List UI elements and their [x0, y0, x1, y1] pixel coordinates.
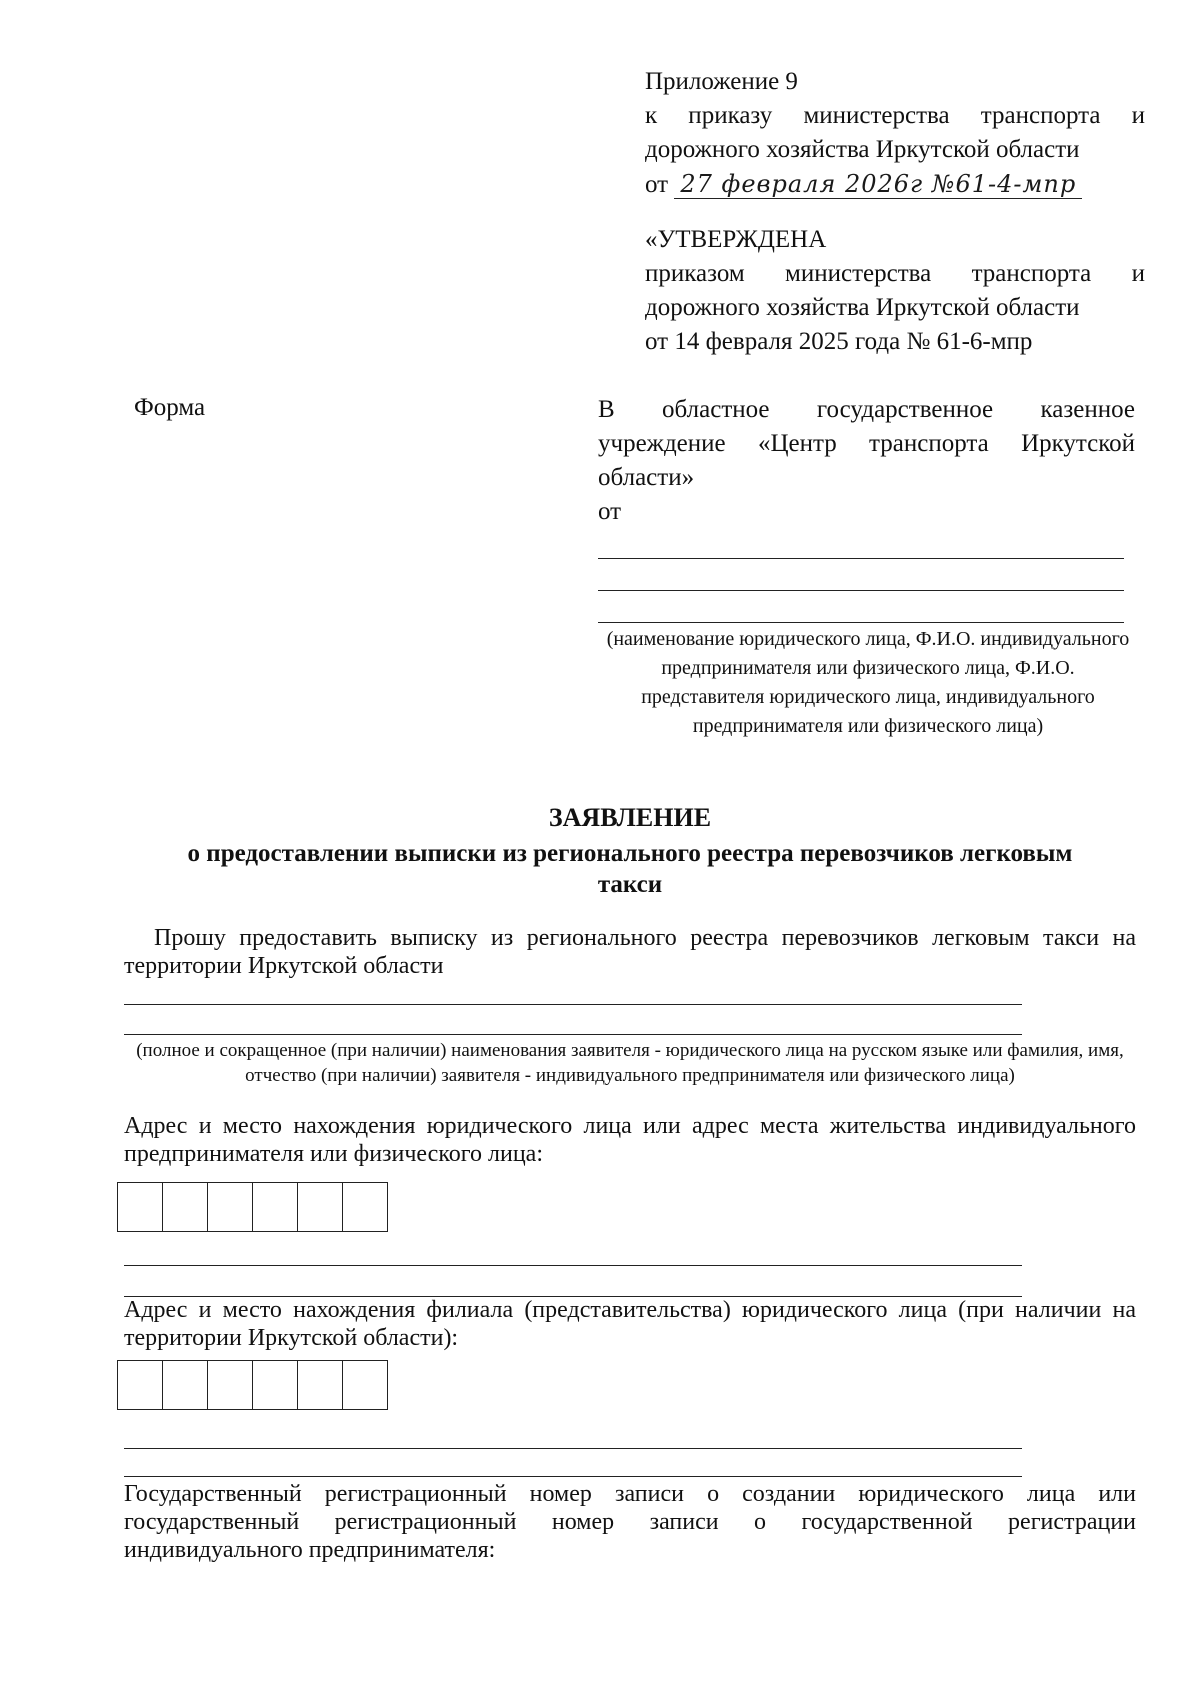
applicant-field-line-1[interactable]: [598, 558, 1124, 559]
applicant-name-hint: (полное и сокращенное (при наличии) наименования заявителя - юридического лица на русском языке или фамилия, имя, отчество (при наличии) заявителя - индивидуального предпринимателя или физического лица): [136, 1040, 1124, 1086]
appendix-number: Приложение 9: [645, 68, 798, 95]
postcode-digit-box[interactable]: [118, 1361, 163, 1409]
postcode-digit-box[interactable]: [343, 1361, 387, 1409]
branch-field-line-1[interactable]: [124, 1448, 1022, 1449]
address-label-line-1: Адрес и место нахождения юридического лица или адрес места жительства индивидуального: [124, 1113, 1136, 1139]
addressee-from-label: от: [598, 498, 622, 525]
postcode-digit-box[interactable]: [298, 1361, 343, 1409]
postcode-digit-box[interactable]: [253, 1361, 298, 1409]
appendix-order-line: к приказу министерства транспорта и: [645, 102, 1145, 129]
branch-label-line-2: территории Иркутской области):: [124, 1325, 459, 1351]
postcode-digit-box[interactable]: [163, 1183, 208, 1231]
postcode-digit-box[interactable]: [343, 1183, 387, 1231]
address-field-line-1[interactable]: [124, 1265, 1022, 1266]
address-postcode-boxes[interactable]: [117, 1182, 388, 1232]
approved-ministry-line: дорожного хозяйства Иркутской области: [645, 294, 1080, 321]
approved-heading: «УТВЕРЖДЕНА: [645, 226, 827, 253]
reg-number-label-line-3: индивидуального предпринимателя:: [124, 1537, 496, 1563]
applicant-name-line-1[interactable]: [124, 1004, 1022, 1005]
appendix-from-label: от: [645, 171, 669, 198]
document-title: ЗАЯВЛЕНИЕ: [548, 803, 712, 832]
applicant-field-line-3[interactable]: [598, 622, 1124, 623]
addressee-line-2: учреждение «Центр транспорта Иркутской: [598, 430, 1135, 457]
approved-order-line: приказом министерства транспорта и: [645, 260, 1145, 287]
handwritten-date-order: 27 февраля 2026г №61-4-мпр: [674, 170, 1082, 199]
request-text-line-2: территории Иркутской области: [124, 953, 444, 979]
reg-number-label-line-2: государственный регистрационный номер записи о государственной регистрации: [124, 1509, 1136, 1535]
document-subtitle-line-2: такси: [597, 871, 663, 898]
postcode-digit-box[interactable]: [208, 1183, 253, 1231]
branch-label-line-1: Адрес и место нахождения филиала (представительства) юридического лица (при наличии на: [124, 1297, 1136, 1323]
addressee-line-1: В областное государственное казенное: [598, 396, 1135, 423]
branch-field-line-2[interactable]: [124, 1476, 1022, 1477]
postcode-digit-box[interactable]: [298, 1183, 343, 1231]
applicant-name-line-2[interactable]: [124, 1034, 1022, 1035]
reg-number-label-line-1: Государственный регистрационный номер записи о создании юридического лица или: [124, 1481, 1136, 1507]
postcode-digit-box[interactable]: [163, 1361, 208, 1409]
appendix-ministry-line: дорожного хозяйства Иркутской области: [645, 136, 1080, 163]
postcode-digit-box[interactable]: [253, 1183, 298, 1231]
address-label-line-2: предпринимателя или физического лица:: [124, 1141, 544, 1167]
applicant-hint: (наименование юридического лица, Ф.И.О. индивидуального предпринимателя или физического лица, Ф.И.О. представителя юридического лица, индивидуального предпринимателя или физического лица): [606, 628, 1130, 737]
branch-postcode-boxes[interactable]: [117, 1360, 388, 1410]
postcode-digit-box[interactable]: [208, 1361, 253, 1409]
appendix-date-row: [645, 168, 1145, 201]
postcode-digit-box[interactable]: [118, 1183, 163, 1231]
form-label: Форма: [134, 394, 206, 421]
applicant-field-line-2[interactable]: [598, 590, 1124, 591]
approved-date-line: от 14 февраля 2025 года № 61-6-мпр: [645, 328, 1033, 355]
addressee-line-3: области»: [598, 464, 695, 491]
document-subtitle-line-1: о предоставлении выписки из регионального реестра перевозчиков легковым: [187, 840, 1073, 867]
request-text-line-1: Прошу предоставить выписку из регионального реестра перевозчиков легковым такси на: [154, 925, 1136, 951]
